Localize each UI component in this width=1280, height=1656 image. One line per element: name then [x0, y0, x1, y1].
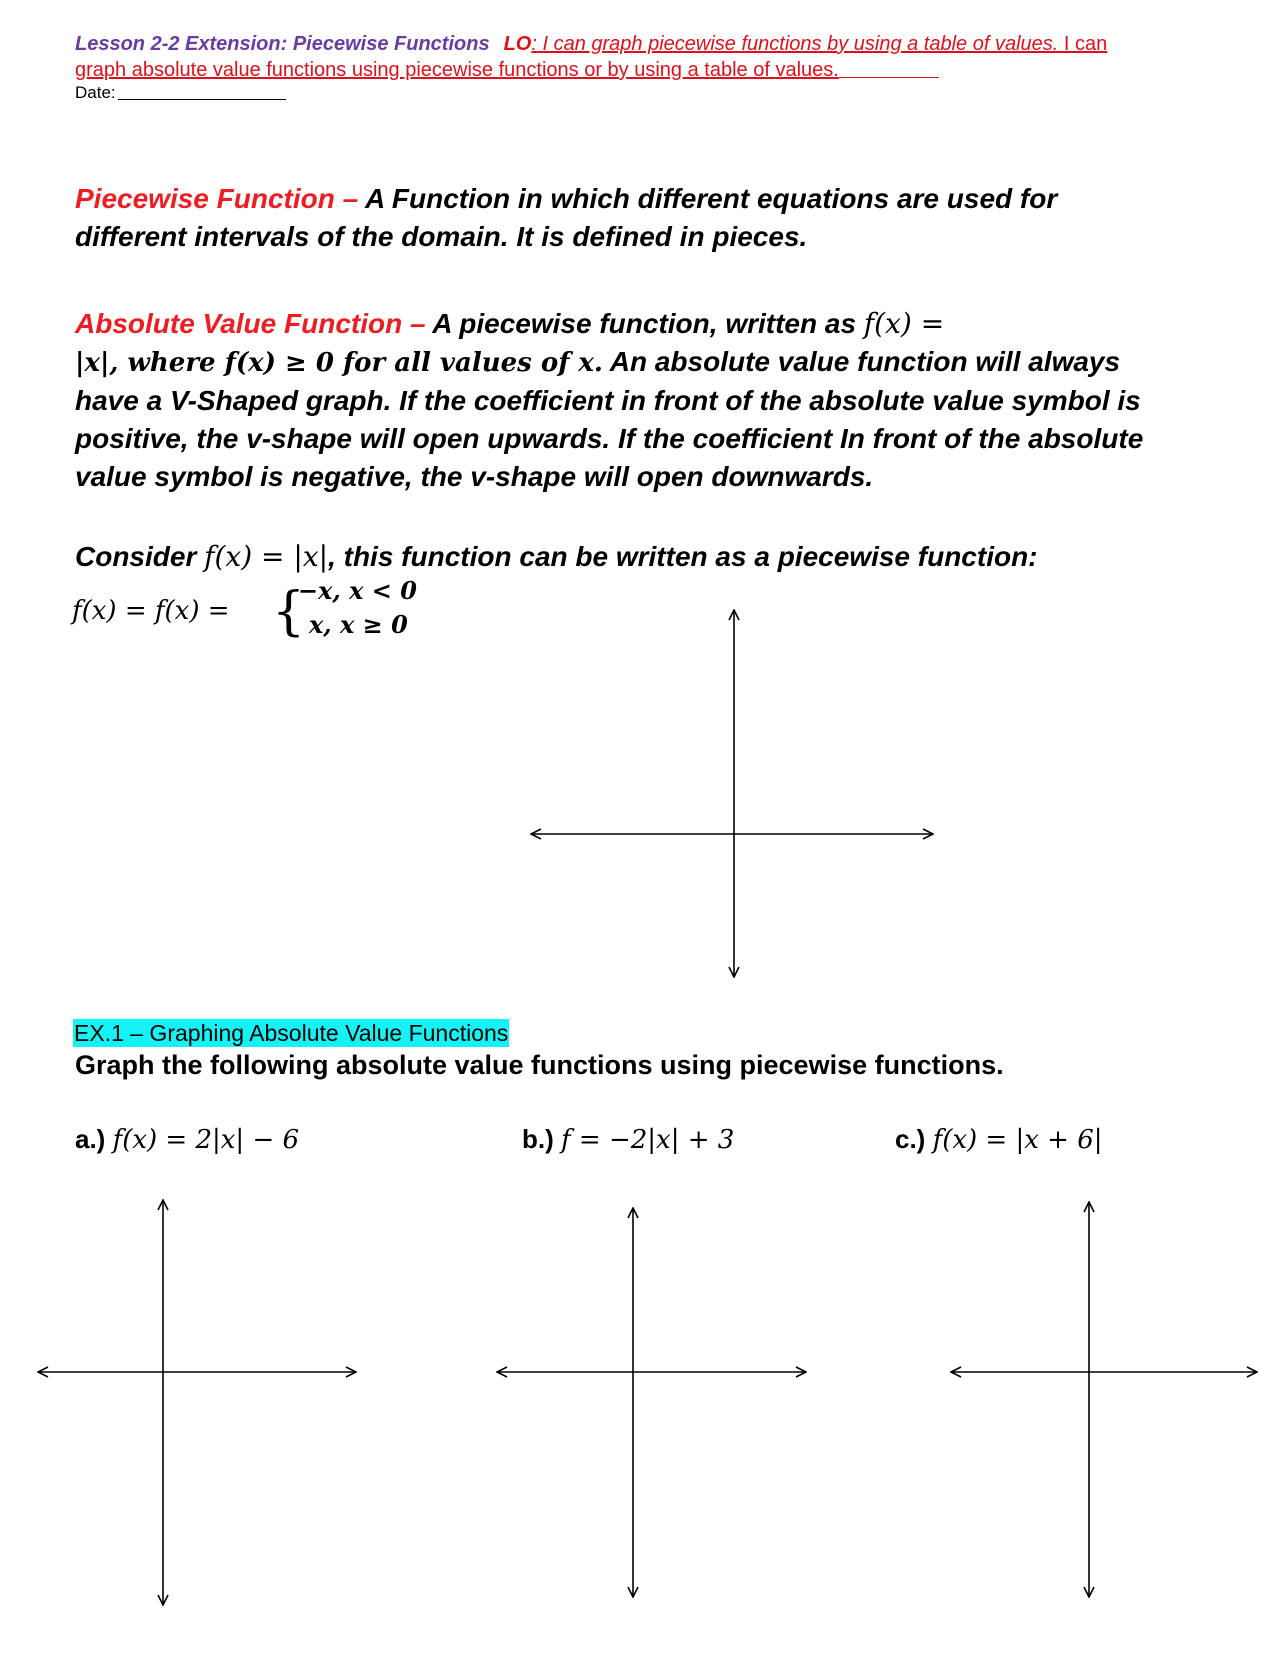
example-heading: Graph the following absolute value functions using piecewise functions. [75, 1050, 1004, 1080]
piecewise-text-2: different intervals of the domain. It is defined in pieces. [75, 221, 808, 252]
problem-c-formula: f(x) = |x + 6| [932, 1125, 1103, 1155]
consider-suffix: , this function can be written as a piecewise function: [328, 541, 1038, 572]
abs-term: Absolute Value Function [75, 308, 403, 339]
problem-b-formula: f = −2|x| + 3 [561, 1125, 735, 1155]
abs-formula: f(x) = [863, 307, 945, 340]
consider-prefix: Consider [75, 541, 205, 572]
lo-label: LO [503, 33, 532, 55]
problem-a-formula: f(x) = 2|x| − 6 [112, 1125, 300, 1155]
piecewise-case-2: x, x ≥ 0 [309, 610, 408, 639]
lo-text-b: I can [1058, 33, 1108, 55]
piecewise-lhs: f(x) = f(x) = [72, 596, 230, 626]
lesson-title: Lesson 2-2 Extension: Piecewise Functions [75, 33, 490, 55]
example-tag: EX.1 – Graphing Absolute Value Functions [74, 1020, 509, 1046]
abs-text-3: have a V-Shaped graph. If the coefficient in front of the absolute value symbol is [75, 385, 1141, 416]
lo-line-2-text: graph absolute value functions using piecewise functions or by using a table of values. [75, 59, 839, 81]
axes-c[interactable] [951, 1202, 1257, 1597]
consider-formula: f(x) = |x| [204, 540, 329, 573]
date-label: Date: [75, 83, 116, 102]
abs-text-5: value symbol is negative, the v-shape will open downwards. [75, 461, 874, 492]
piecewise-brace: { [272, 582, 306, 642]
abs-formula-2: |x|, where f(x) ≥ 0 for all values of x. [75, 348, 603, 378]
piecewise-term: Piecewise Function [75, 183, 335, 214]
problem-b-label: b.) [522, 1124, 554, 1154]
abs-text-4: positive, the v-shape will open upwards. If the coefficient In front of the absolute [75, 423, 1144, 454]
lo-colon: : [531, 33, 537, 55]
axes-a[interactable] [38, 1200, 356, 1605]
lo-text-a: I can graph piecewise functions by using a table of values. [536, 33, 1059, 55]
axes-main[interactable] [531, 610, 933, 977]
piecewise-case-1: −x, x < 0 [298, 576, 417, 605]
problem-c-label: c.) [895, 1124, 926, 1154]
abs-text-2: An absolute value function will always [603, 346, 1121, 377]
abs-intro: A piecewise function, written as [432, 308, 864, 339]
piecewise-dash: – [334, 183, 365, 214]
problem-a-label: a.) [75, 1124, 106, 1154]
axes-b[interactable] [497, 1208, 806, 1597]
piecewise-text-1: A Function in which different equations are used for [364, 183, 1058, 214]
abs-dash: – [402, 308, 433, 339]
